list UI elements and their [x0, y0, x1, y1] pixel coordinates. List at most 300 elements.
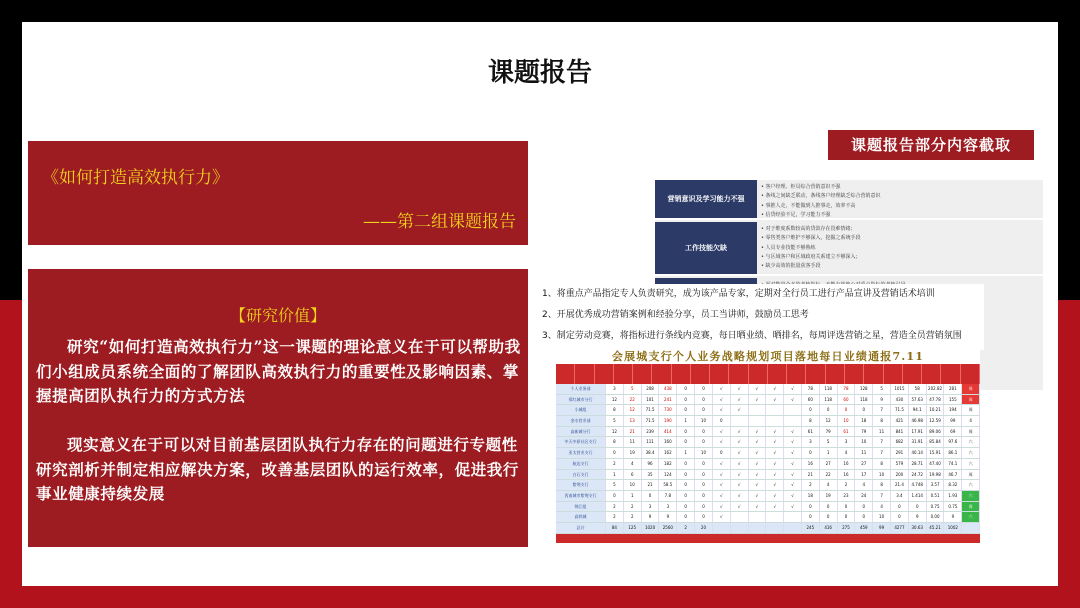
branch-name-cell: 西南城市紫荆支行: [556, 491, 606, 501]
spreadsheet-cell: 414: [659, 427, 677, 437]
spreadsheet-cell: 0: [677, 405, 695, 415]
research-value-box: [28, 269, 528, 547]
spreadsheet-cell: 3: [642, 502, 660, 512]
spreadsheet-cell: 8: [873, 416, 891, 426]
problem-item: • 与区域客户和区域政府关系建立不够深入；: [761, 253, 1031, 262]
spreadsheet-cell: 162: [659, 448, 677, 458]
spreadsheet-cell: 160: [659, 437, 677, 447]
spreadsheet-cell: √: [766, 491, 784, 501]
measure-item: 3、制定劳动竞赛，将指标进行条线内竞赛，每日晒业绩、晒排名，每周评选营销之星，营造全员营销氛围: [542, 331, 962, 341]
spreadsheet-cell: 1002: [944, 523, 962, 533]
spreadsheet-cell: 0: [855, 512, 873, 522]
spreadsheet-cell: 4277: [891, 523, 909, 533]
spreadsheet-cell: [766, 405, 784, 415]
spreadsheet-cell: 5: [873, 384, 891, 394]
spreadsheet-row: [556, 512, 980, 523]
spreadsheet-cell: 682: [891, 437, 909, 447]
spreadsheet-cell: 85.84: [927, 437, 945, 447]
spreadsheet-cell: √: [731, 448, 749, 458]
spreadsheet-cell: 1015: [891, 384, 909, 394]
spreadsheet-cell: 22: [624, 395, 642, 405]
spreadsheet-cell: 2: [838, 480, 856, 490]
spreadsheet-cell: 71.5: [891, 405, 909, 415]
spreadsheet-cell: 0.75: [944, 502, 962, 512]
spreadsheet-cell: 0: [677, 437, 695, 447]
spreadsheet-cell: 10: [873, 470, 891, 480]
spreadsheet-cell: 0: [802, 502, 820, 512]
spreadsheet-cell: 74.1: [944, 459, 962, 469]
spreadsheet-cell: 101: [642, 395, 660, 405]
spreadsheet-row: [556, 384, 980, 395]
spreadsheet-cell: 21.4: [891, 480, 909, 490]
spreadsheet-cell: 78: [838, 384, 856, 394]
spreadsheet-cell: 3: [606, 384, 624, 394]
spreadsheet-cell: 438: [659, 384, 677, 394]
spreadsheet-cell: 24.72: [909, 470, 927, 480]
spreadsheet-cell: 841: [891, 427, 909, 437]
spreadsheet-cell: [713, 523, 731, 533]
spreadsheet-cell: [766, 523, 784, 533]
spreadsheet-cell: 0: [642, 491, 660, 501]
spreadsheet-cell: [731, 416, 749, 426]
spreadsheet-cell: 9: [944, 512, 962, 522]
spreadsheet-cell: 0: [838, 502, 856, 512]
spreadsheet-cell: 0: [820, 405, 838, 415]
spreadsheet-cell: 15.91: [927, 448, 945, 458]
branch-name-cell: 郑红城市分行: [556, 395, 606, 405]
spreadsheet-cell: 430: [891, 395, 909, 405]
spreadsheet-title: 会展城支行个人业务战略规划项目落地每日业绩通报7.11: [611, 350, 925, 363]
spreadsheet-cell: [731, 512, 749, 522]
spreadsheet-row: [556, 405, 980, 416]
spreadsheet-cell: 8: [606, 405, 624, 415]
problem-row: [655, 180, 1043, 220]
spreadsheet-cell: [731, 523, 749, 533]
spreadsheet-cell: 38.4: [642, 448, 660, 458]
spreadsheet-cell: 0: [677, 470, 695, 480]
spreadsheet-cell: 40.14: [909, 448, 927, 458]
spreadsheet-cell: 0: [695, 491, 713, 501]
spreadsheet-cell: 118: [820, 384, 838, 394]
spreadsheet-cell: √: [749, 437, 767, 447]
spreadsheet-cell: 89.06: [927, 427, 945, 437]
performance-spreadsheet: [556, 350, 980, 530]
spreadsheet-row: [556, 416, 980, 427]
spreadsheet-cell: 5: [820, 437, 838, 447]
spreadsheet-cell: 11: [624, 437, 642, 447]
spreadsheet-row: [556, 448, 980, 459]
spreadsheet-cell: 4: [838, 448, 856, 458]
spreadsheet-cell: 0: [695, 470, 713, 480]
spreadsheet-cell: 周: [962, 395, 980, 405]
spreadsheet-cell: 3.4: [891, 491, 909, 501]
spreadsheet-cell: √: [784, 384, 802, 394]
spreadsheet-cell: 2560: [659, 523, 677, 533]
spreadsheet-cell: √: [749, 448, 767, 458]
spreadsheet-cell: 0: [606, 491, 624, 501]
problem-item: • 事推人走，不能做到人推事走，效率不高: [761, 202, 1031, 211]
spreadsheet-cell: 46.98: [909, 416, 927, 426]
spreadsheet-cell: 六: [962, 480, 980, 490]
spreadsheet-cell: 4: [962, 416, 980, 426]
spreadsheet-cell: 六: [962, 448, 980, 458]
spreadsheet-cell: √: [713, 395, 731, 405]
spreadsheet-cell: 10: [695, 448, 713, 458]
spreadsheet-cell: [962, 523, 980, 533]
spreadsheet-cell: √: [766, 384, 784, 394]
spreadsheet-cell: √: [784, 491, 802, 501]
spreadsheet-cell: 16: [802, 459, 820, 469]
spreadsheet-cell: [784, 512, 802, 522]
topic-title-box: [28, 141, 528, 245]
spreadsheet-cell: √: [766, 480, 784, 490]
branch-name-cell: 高铁城: [556, 512, 606, 522]
spreadsheet-cell: √: [766, 437, 784, 447]
spreadsheet-cell: 241: [659, 395, 677, 405]
spreadsheet-cell: 2: [624, 502, 642, 512]
spreadsheet-cell: 2: [677, 523, 695, 533]
spreadsheet-cell: 2: [606, 512, 624, 522]
spreadsheet-cell: [784, 416, 802, 426]
spreadsheet-cell: 13: [624, 416, 642, 426]
spreadsheet-cell: √: [713, 384, 731, 394]
spreadsheet-cell: 6: [624, 470, 642, 480]
spreadsheet-cell: 99: [944, 416, 962, 426]
spreadsheet-cell: 9: [659, 512, 677, 522]
spreadsheet-cell: 35: [642, 470, 660, 480]
spreadsheet-cell: 5: [624, 384, 642, 394]
spreadsheet-cell: 0: [802, 448, 820, 458]
spreadsheet-cell: 周: [962, 384, 980, 394]
spreadsheet-row: [556, 395, 980, 406]
spreadsheet-cell: 1.414: [909, 491, 927, 501]
spreadsheet-cell: √: [784, 437, 802, 447]
spreadsheet-cell: 六: [962, 437, 980, 447]
spreadsheet-cell: 1.93: [944, 491, 962, 501]
spreadsheet-cell: √: [713, 480, 731, 490]
spreadsheet-cell: √: [713, 502, 731, 512]
branch-name-cell: 小城组: [556, 405, 606, 415]
spreadsheet-cell: 79: [820, 427, 838, 437]
spreadsheet-cell: 0: [855, 405, 873, 415]
spreadsheet-cell: 10: [695, 416, 713, 426]
problem-item: • 人员专业技能不够熟练: [761, 244, 1031, 253]
spreadsheet-cell: 23: [838, 491, 856, 501]
measure-item: 2、开展优秀成功营销案例和经验分享，员工当讲师，鼓励员工思考: [542, 310, 809, 320]
spreadsheet-cell: 22: [820, 470, 838, 480]
paragraph-theoretical: 研究“如何打造高效执行力”这一课题的理论意义在于可以帮助我们小组成员系统全面的了解团队高效执行力的重要性及影响因素、掌握提高团队执行力的方式方法: [36, 337, 521, 405]
spreadsheet-cell: 416: [820, 523, 838, 533]
spreadsheet-cell: 10: [873, 512, 891, 522]
spreadsheet-cell: √: [749, 491, 767, 501]
spreadsheet-cell: √: [731, 459, 749, 469]
spreadsheet-cell: √: [784, 448, 802, 458]
branch-name-cell: 锦江组: [556, 502, 606, 512]
spreadsheet-row: [556, 459, 980, 470]
spreadsheet-cell: 579: [891, 459, 909, 469]
spreadsheet-cell: 28.71: [909, 459, 927, 469]
slide-title: 课题报告: [487, 58, 592, 88]
spreadsheet-cell: 1: [624, 491, 642, 501]
spreadsheet-cell: 0: [855, 502, 873, 512]
spreadsheet-cell: 0: [838, 512, 856, 522]
spreadsheet-cell: 61: [838, 427, 856, 437]
spreadsheet-cell: 4.748: [909, 480, 927, 490]
spreadsheet-cell: 18: [802, 491, 820, 501]
spreadsheet-cell: 周: [962, 470, 980, 480]
spreadsheet-cell: 118: [820, 395, 838, 405]
problem-item: • 对于维度系数较高的贷款存在畏难情绪；: [761, 225, 1031, 234]
spreadsheet-cell: 155: [944, 395, 962, 405]
spreadsheet-cell: 10: [838, 416, 856, 426]
spreadsheet-cell: 0: [677, 459, 695, 469]
spreadsheet-cell: √: [784, 502, 802, 512]
spreadsheet-cell: 1: [606, 470, 624, 480]
group-report-label: ——第二组课题报告: [363, 212, 516, 232]
spreadsheet-cell: 1020: [642, 523, 660, 533]
problem-item: • 缺少高效的批量获客手段: [761, 262, 1031, 271]
spreadsheet-row: [556, 523, 980, 534]
spreadsheet-cell: 730: [659, 405, 677, 415]
spreadsheet-cell: 4: [855, 480, 873, 490]
spreadsheet-cell: √: [766, 502, 784, 512]
spreadsheet-cell: 0: [677, 491, 695, 501]
spreadsheet-cell: [749, 416, 767, 426]
spreadsheet-cell: 3: [838, 437, 856, 447]
spreadsheet-cell: 57.63: [909, 395, 927, 405]
spreadsheet-cell: 19: [820, 491, 838, 501]
spreadsheet-cell: √: [749, 427, 767, 437]
spreadsheet-cell: 1: [677, 416, 695, 426]
spreadsheet-cell: 12: [606, 427, 624, 437]
spreadsheet-cell: 21: [642, 480, 660, 490]
spreadsheet-cell: 5: [606, 416, 624, 426]
spreadsheet-cell: 10: [624, 480, 642, 490]
spreadsheet-cell: 30.63: [909, 523, 927, 533]
spreadsheet-cell: 12: [820, 416, 838, 426]
spreadsheet-cell: 0: [677, 512, 695, 522]
spreadsheet-cell: √: [713, 491, 731, 501]
spreadsheet-cell: 7.8: [659, 491, 677, 501]
spreadsheet-cell: 17: [855, 470, 873, 480]
spreadsheet-cell: √: [784, 427, 802, 437]
spreadsheet-cell: 124: [659, 470, 677, 480]
spreadsheet-cell: 8.32: [944, 480, 962, 490]
spreadsheet-cell: 118: [855, 395, 873, 405]
spreadsheet-cell: 2: [606, 459, 624, 469]
spreadsheet-cell: 9: [873, 395, 891, 405]
spreadsheet-cell: 2: [606, 502, 624, 512]
spreadsheet-row: [556, 491, 980, 502]
spreadsheet-cell: √: [784, 470, 802, 480]
problem-row: [655, 222, 1043, 276]
spreadsheet-cell: 291: [891, 448, 909, 458]
branch-name-cell: 高新城分行: [556, 427, 606, 437]
spreadsheet-cell: 3: [659, 502, 677, 512]
spreadsheet-cell: 27: [855, 459, 873, 469]
spreadsheet-cell: 19: [624, 448, 642, 458]
branch-name-cell: 中天中原社区支行: [556, 437, 606, 447]
spreadsheet-cell: 0: [802, 512, 820, 522]
spreadsheet-cell: 7: [873, 437, 891, 447]
spreadsheet-cell: 47.40: [927, 459, 945, 469]
branch-name-cell: 金水营业部: [556, 416, 606, 426]
problem-item: • 客户经理、柜员综合营销意识不强: [761, 183, 1031, 192]
spreadsheet-cell: 周: [962, 427, 980, 437]
spreadsheet-cell: 0: [695, 459, 713, 469]
spreadsheet-cell: 21: [802, 470, 820, 480]
spreadsheet-cell: 周: [962, 405, 980, 415]
spreadsheet-cell: √: [749, 459, 767, 469]
spreadsheet-cell: 0: [695, 427, 713, 437]
spreadsheet-cell: 200: [891, 470, 909, 480]
spreadsheet-cell: [749, 523, 767, 533]
problem-item: • 零售类客户维护不够深入，挖掘之系统手段: [761, 234, 1031, 243]
spreadsheet-cell: [749, 405, 767, 415]
spreadsheet-cell: 61: [802, 427, 820, 437]
spreadsheet-cell: 79: [855, 427, 873, 437]
spreadsheet-cell: 86.1: [944, 448, 962, 458]
spreadsheet-cell: [766, 416, 784, 426]
spreadsheet-cell: 0: [677, 395, 695, 405]
spreadsheet-cell: 99: [873, 523, 891, 533]
spreadsheet-cell: 31.91: [909, 437, 927, 447]
spreadsheet-cell: 3: [802, 437, 820, 447]
spreadsheet-cell: 0: [695, 395, 713, 405]
spreadsheet-cell: 六: [962, 491, 980, 501]
branch-name-cell: 个人业务部: [556, 384, 606, 394]
spreadsheet-cell: √: [766, 459, 784, 469]
spreadsheet-cell: 0: [695, 405, 713, 415]
spreadsheet-cell: 208: [642, 384, 660, 394]
spreadsheet-cell: [749, 512, 767, 522]
measures-list: [538, 284, 984, 350]
spreadsheet-footer: [556, 534, 980, 543]
spreadsheet-cell: 0: [838, 405, 856, 415]
spreadsheet-cell: 17.91: [909, 427, 927, 437]
spreadsheet-cell: 2: [624, 512, 642, 522]
spreadsheet-cell: 21: [624, 427, 642, 437]
spreadsheet-cell: 11: [873, 427, 891, 437]
branch-name-cell: 紫荆支行: [556, 480, 606, 490]
spreadsheet-cell: 10.21: [927, 405, 945, 415]
spreadsheet-cell: 0: [606, 448, 624, 458]
spreadsheet-cell: 4: [624, 459, 642, 469]
spreadsheet-cell: 0: [909, 502, 927, 512]
spreadsheet-cell: 194: [944, 405, 962, 415]
spreadsheet-cell: 16: [838, 459, 856, 469]
spreadsheet-cell: √: [731, 384, 749, 394]
spreadsheet-cell: √: [731, 470, 749, 480]
spreadsheet-cell: √: [731, 405, 749, 415]
spreadsheet-header: [556, 364, 980, 384]
spreadsheet-cell: 78: [802, 384, 820, 394]
spreadsheet-cell: √: [749, 384, 767, 394]
book-title: 《如何打造高效执行力》: [42, 168, 229, 188]
spreadsheet-row: [556, 480, 980, 491]
spreadsheet-cell: 0: [802, 405, 820, 415]
spreadsheet-cell: 0: [891, 502, 909, 512]
spreadsheet-cell: 20: [695, 523, 713, 533]
spreadsheet-cell: 84: [606, 523, 624, 533]
spreadsheet-cell: √: [713, 512, 731, 522]
spreadsheet-cell: 60: [802, 395, 820, 405]
slide-canvas: [22, 22, 1058, 586]
spreadsheet-cell: 周: [962, 502, 980, 512]
spreadsheet-cell: √: [731, 491, 749, 501]
branch-name-cell: 白石支行: [556, 470, 606, 480]
spreadsheet-cell: 9: [909, 512, 927, 522]
measure-item: 1、将重点产品指定专人负责研究，成为该产品专家，定期对全行员工进行产品宣讲及营销话术培训: [542, 289, 935, 299]
spreadsheet-cell: 96: [642, 459, 660, 469]
spreadsheet-cell: √: [713, 459, 731, 469]
spreadsheet-cell: 8: [873, 459, 891, 469]
spreadsheet-cell: 58: [909, 384, 927, 394]
spreadsheet-cell: 8: [606, 437, 624, 447]
spreadsheet-cell: 0: [713, 448, 731, 458]
spreadsheet-cell: 0: [820, 512, 838, 522]
spreadsheet-cell: 69: [944, 427, 962, 437]
spreadsheet-cell: √: [713, 470, 731, 480]
spreadsheet-cell: 0: [677, 502, 695, 512]
spreadsheet-cell: 97.6: [944, 437, 962, 447]
spreadsheet-cell: 245: [802, 523, 820, 533]
spreadsheet-cell: √: [713, 405, 731, 415]
branch-name-cell: 总计: [556, 523, 606, 533]
spreadsheet-row: [556, 427, 980, 438]
spreadsheet-cell: 7: [873, 448, 891, 458]
spreadsheet-cell: 46.7: [944, 470, 962, 480]
spreadsheet-cell: 8: [802, 416, 820, 426]
spreadsheet-grid: [556, 384, 980, 534]
spreadsheet-cell: 8: [873, 480, 891, 490]
spreadsheet-cell: 71.5: [642, 405, 660, 415]
spreadsheet-cell: 0.75: [927, 502, 945, 512]
spreadsheet-cell: 128: [855, 384, 873, 394]
spreadsheet-cell: 12: [606, 395, 624, 405]
spreadsheet-cell: 60: [838, 395, 856, 405]
spreadsheet-cell: √: [784, 395, 802, 405]
spreadsheet-cell: 0: [677, 384, 695, 394]
spreadsheet-cell: 58.5: [659, 480, 677, 490]
spreadsheet-cell: 六: [962, 459, 980, 469]
spreadsheet-cell: 六: [962, 512, 980, 522]
spreadsheet-cell: 16: [838, 470, 856, 480]
section-heading: 【研究价值】: [229, 306, 326, 325]
spreadsheet-cell: √: [713, 427, 731, 437]
spreadsheet-cell: 7: [873, 405, 891, 415]
spreadsheet-cell: 0: [695, 502, 713, 512]
spreadsheet-cell: 4: [873, 502, 891, 512]
spreadsheet-cell: 1: [677, 448, 695, 458]
spreadsheet-cell: 2: [802, 480, 820, 490]
spreadsheet-cell: 5: [606, 480, 624, 490]
spreadsheet-cell: 0.51: [927, 491, 945, 501]
spreadsheet-cell: [784, 523, 802, 533]
spreadsheet-cell: 12.59: [927, 416, 945, 426]
spreadsheet-cell: 12: [624, 405, 642, 415]
spreadsheet-cell: √: [766, 427, 784, 437]
spreadsheet-cell: 0: [820, 502, 838, 512]
spreadsheet-cell: √: [749, 395, 767, 405]
spreadsheet-cell: 202.82: [927, 384, 945, 394]
excerpt-caption: 课题报告部分内容截取: [828, 130, 1034, 160]
spreadsheet-cell: √: [766, 470, 784, 480]
spreadsheet-cell: 0: [695, 384, 713, 394]
spreadsheet-cell: √: [749, 480, 767, 490]
spreadsheet-cell: 24: [855, 491, 873, 501]
spreadsheet-cell: [766, 512, 784, 522]
